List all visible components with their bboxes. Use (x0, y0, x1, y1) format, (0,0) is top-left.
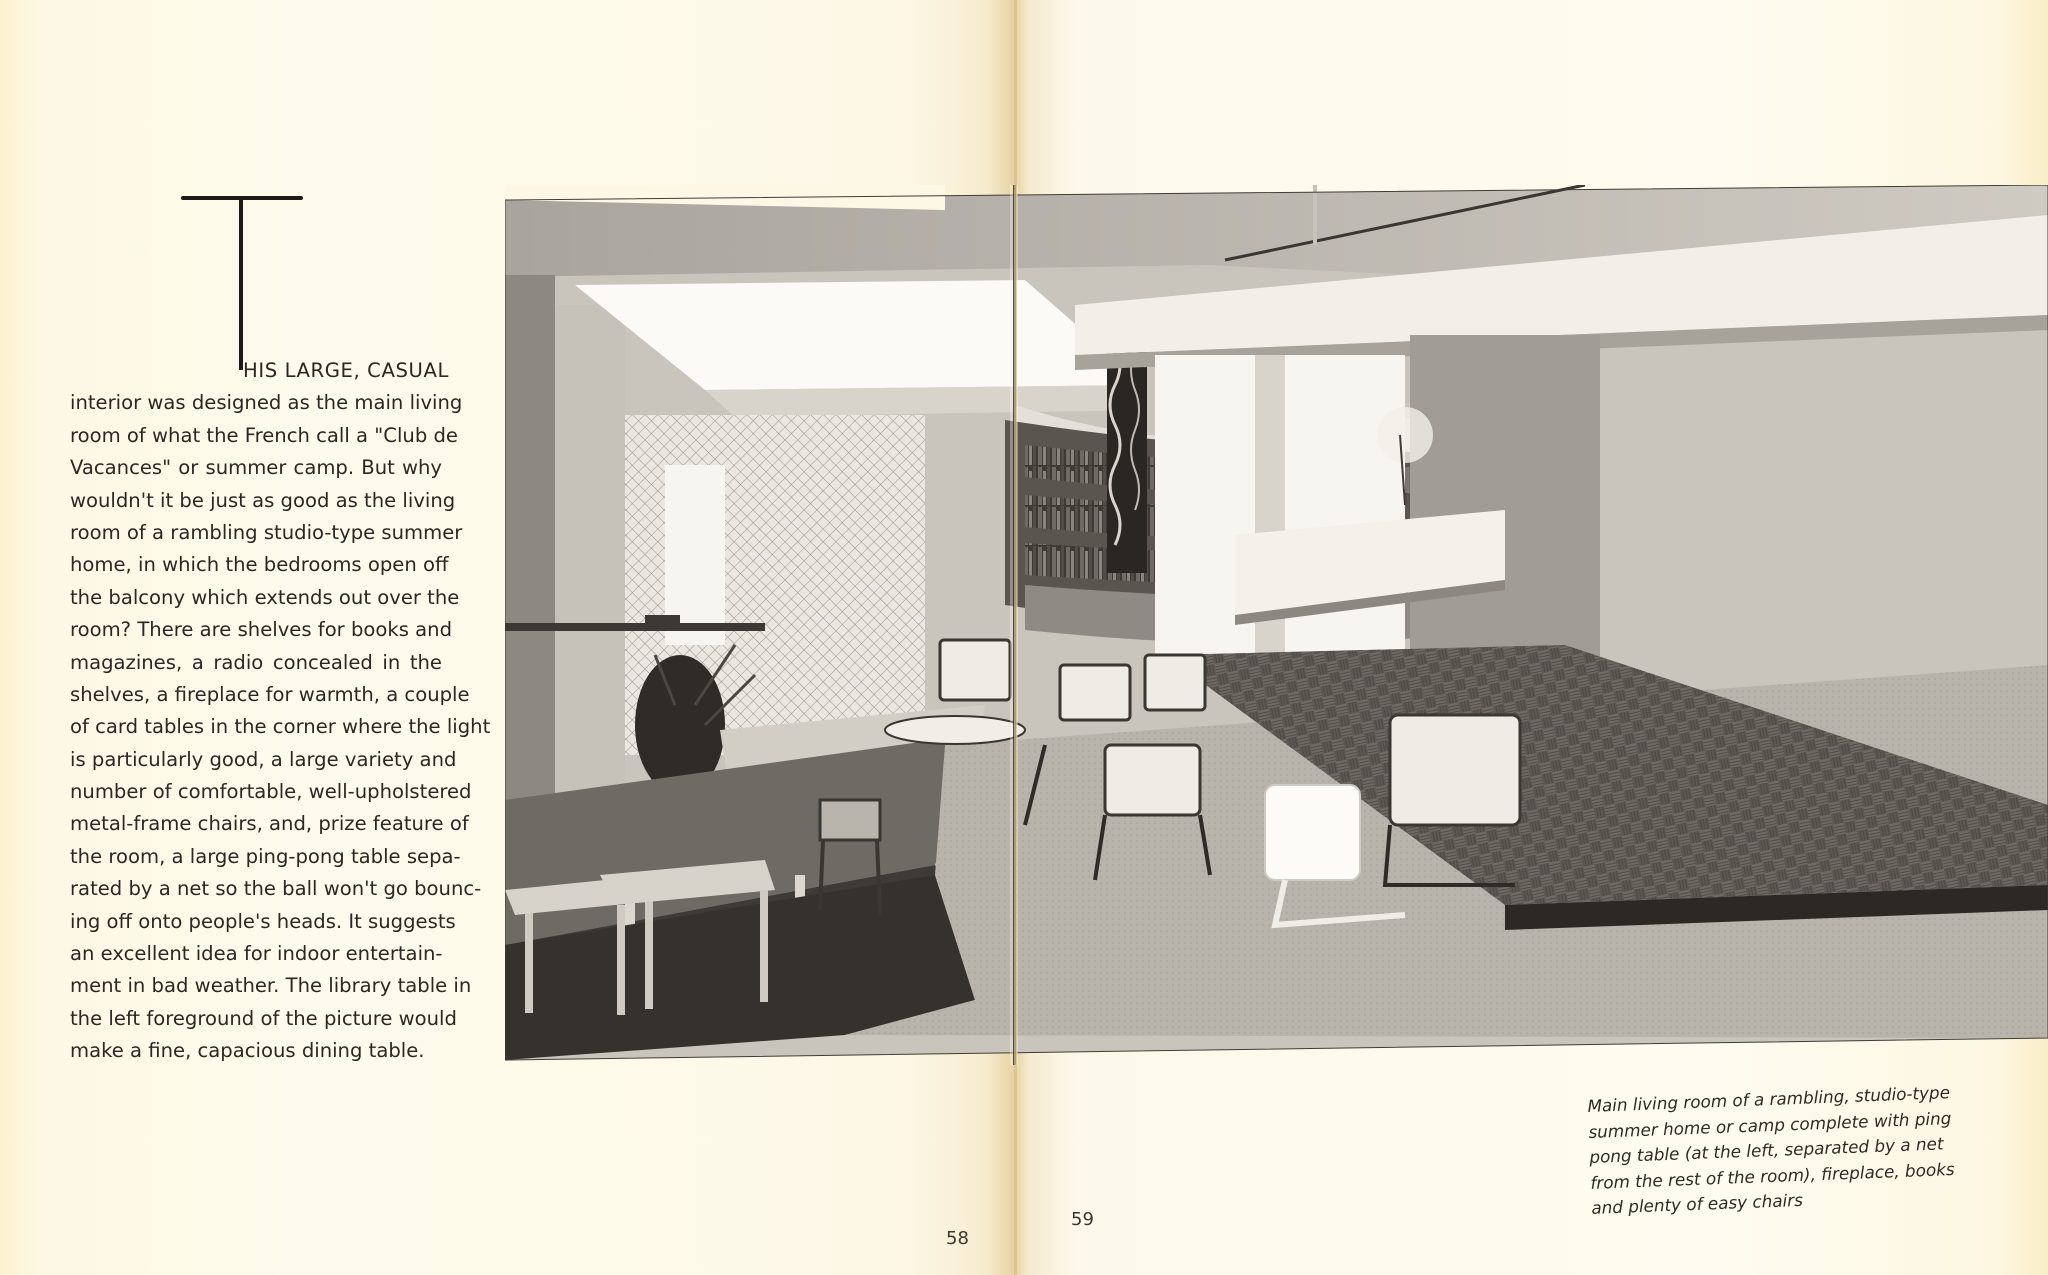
body-line: the room, a large ping-pong table sepa- (70, 844, 461, 868)
body-line: is particularly good, a large variety and (70, 747, 457, 771)
body-line: Vacances" or summer camp. But why (70, 456, 442, 480)
body-line: room? There are shelves for books and (70, 618, 453, 642)
body-line: room of what the French call a "Club de (70, 423, 458, 447)
caption-line: Main living room of a rambling, studio-type (1587, 1082, 1951, 1116)
caption-line: and plenty of easy chairs (1591, 1190, 1804, 1219)
body-line: metal-frame chairs, and, prize feature of (70, 812, 469, 836)
drop-cap-stem (239, 198, 243, 370)
body-line: home, in which the bedrooms open off (70, 553, 449, 577)
caption-line: summer home or camp complete with ping (1588, 1107, 1952, 1142)
page-number-right: 59 (1071, 1209, 1094, 1230)
body-line: shelves, a fireplace for warmth, a couple (70, 682, 470, 706)
lead-in-line: HIS LARGE, CASUAL (243, 359, 449, 382)
body-line: wouldn't it be just as good as the living (70, 488, 456, 512)
body-line: ing off onto people's heads. It suggests (70, 909, 456, 933)
body-line: an excellent idea for indoor entertain- (70, 942, 443, 966)
body-line: the left foreground of the picture would (70, 1006, 457, 1030)
body-line: rated by a net so the ball won't go bounc- (70, 877, 482, 901)
body-line: interior was designed as the main living (70, 391, 463, 415)
body-line: room of a rambling studio-type summer (70, 520, 463, 544)
body-line: the balcony which extends out over the (70, 585, 460, 609)
interior-photograph (505, 185, 2048, 1065)
caption-line: pong table (at the left, separated by a net (1589, 1133, 1944, 1168)
caption-line: from the rest of the room), fireplace, books (1590, 1158, 1955, 1193)
photo-caption (1587, 1081, 1955, 1222)
article-body (70, 355, 491, 1068)
body-line: make a fine, capacious dining table. (70, 1039, 425, 1063)
body-line: magazines, a radio concealed in the (70, 650, 442, 674)
body-line: number of comfortable, well-upholstered (70, 780, 472, 804)
body-line: of card tables in the corner where the light (70, 715, 491, 739)
page-number-left: 58 (946, 1228, 969, 1249)
drop-cap-t (181, 196, 303, 372)
body-line: ment in bad weather. The library table in (70, 974, 472, 998)
page-gutter (1014, 0, 1017, 1275)
